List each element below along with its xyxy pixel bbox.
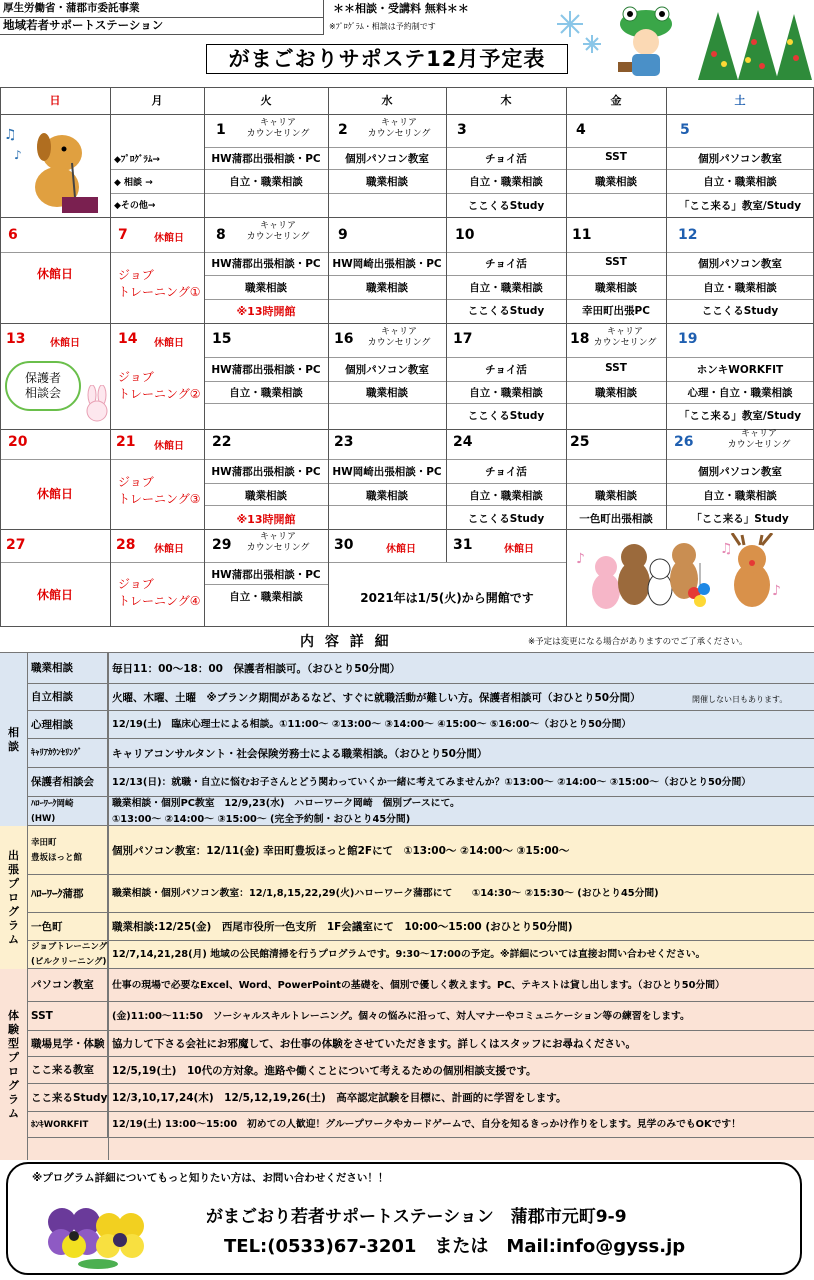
date-28: 28 (116, 537, 136, 553)
svg-text:♪: ♪ (772, 583, 781, 599)
date-22: 22 (212, 434, 232, 450)
day-header-thu: 木 (500, 94, 512, 107)
event: ここくるStudy (467, 200, 545, 212)
free-note: ＊＊相談・受講料 無料＊＊ (333, 2, 469, 15)
header-illustration (548, 2, 814, 87)
event: HW蒲郡出張相談・PC (211, 569, 321, 581)
other-row-label: ◆その他→ (114, 201, 156, 211)
date-11: 11 (572, 227, 592, 243)
date-4: 4 (576, 122, 586, 138)
grid-line (110, 87, 111, 627)
svg-text:♪: ♪ (576, 551, 585, 567)
event: ここくるStudy (467, 305, 545, 317)
event: 心理・自立・職業相談 (687, 387, 793, 399)
closed-day: 休館日 (36, 487, 73, 501)
grid-line (0, 529, 814, 530)
detail-text: キャリアコンサルタント・社会保険労務士による職業相談。（おひとり50分間） (112, 747, 488, 760)
detail-label: ﾎﾝｷWORKFIT (28, 1112, 108, 1138)
details-note: ※予定は変更になる場合がありますのでご了承ください。 (528, 637, 748, 647)
grid-line (204, 505, 814, 506)
job-training-4: ジョブ トレーニング④ (118, 577, 201, 608)
detail-label: ここ来る教室 (28, 1057, 108, 1084)
date-5: 5 (680, 122, 690, 138)
grid-line (204, 584, 328, 585)
grid-line (566, 87, 567, 627)
grid-line (0, 252, 814, 253)
detail-text: 協力して下さる会社にお邪魔して、お仕事の体験をさせていただきます。詳しくはスタッフにお尋ねください。 (112, 1038, 636, 1050)
career-label: キャリア カウンセリング (727, 429, 791, 450)
event: HW蒲郡出張相談・PC (211, 466, 321, 478)
career-label: キャリア カウンセリング (367, 118, 431, 139)
svg-text:♪: ♪ (14, 148, 22, 162)
date-27: 27 (6, 537, 26, 553)
detail-label: SST (28, 1002, 108, 1031)
event: 職業相談 (595, 490, 637, 502)
detail-text: 12/7,14,21,28(月) 地域の公民館清掃を行うプログラムです。9:30～17:00の予定。※詳細については直接お問い合わせください。 (112, 949, 706, 960)
detail-label: 自立相談 (28, 684, 108, 711)
date-15: 15 (212, 331, 232, 347)
closed-tag: 休館日 (154, 441, 184, 452)
grid-line (0, 429, 814, 430)
closed-tag: 休館日 (154, 544, 184, 555)
event: 自立・職業相談 (469, 490, 543, 502)
event: 職業相談 (366, 490, 408, 502)
detail-label: ﾊﾛｰﾜｰｸ蒲郡 (28, 875, 108, 913)
event: 自立・職業相談 (703, 490, 777, 502)
job-training-2: ジョブ トレーニング② (118, 370, 201, 401)
detail-text: 仕事の現場で必要なExcel、Word、PowerPointの基礎を、個別で優しく教えます。PC、テキストは貸し出します。（おひとり50分間） (112, 979, 725, 991)
closed-day: 休館日 (36, 267, 73, 281)
detail-label: 一色町 (28, 913, 108, 941)
date-6: 6 (8, 227, 18, 243)
detail-label: ここ来るStudy (28, 1084, 108, 1112)
date-21: 21 (116, 434, 136, 450)
footer-note: ※プログラム詳細についてもっと知りたい方は、お問い合わせください！！ (32, 1172, 389, 1184)
event: ホンキWORKFIT (696, 364, 784, 376)
career-label: キャリア カウンセリング (593, 327, 657, 348)
detail-text: 職業相談:12/25(金) 西尾市役所一色支所 1F会議室にて 10:00～15:00 (おひとり50分間) (112, 921, 573, 933)
detail-text: (金)11:00～11:50 ソーシャルスキルトレーニング。個々の悩みに沿って、対人マナーやコミュニケーション等の練習をします。 (112, 1010, 690, 1022)
header (0, 0, 814, 87)
grid-line (446, 529, 447, 562)
day-header-wed: 水 (381, 94, 393, 107)
group-outreach: 出 張 プ ロ グ ラ ム (0, 826, 28, 969)
date-10: 10 (455, 227, 475, 243)
grid-line (0, 323, 814, 324)
detail-label: 保護者相談会 (28, 768, 108, 797)
event: 職業相談 (595, 282, 637, 294)
event: 職業相談 (366, 282, 408, 294)
event: HW蒲郡出張相談・PC (211, 364, 321, 376)
grid-line (204, 299, 814, 300)
event: 個別パソコン教室 (698, 258, 782, 270)
open-13-note: ※13時開館 (236, 305, 296, 318)
detail-label: 心理相談 (28, 711, 108, 739)
details-header (0, 627, 814, 653)
date-29: 29 (212, 537, 232, 553)
date-23: 23 (334, 434, 354, 450)
detail-text: 12/19(土) 臨床心理士による相談。①11:00～ ②13:00～ ③14:00～ ④15:00～ ⑤16:00～（おひとり50分間） (112, 719, 632, 730)
event: ここくるStudy (467, 513, 545, 525)
detail-text: 職業相談・個別PC教室 12/9,23(水) ハローワーク岡崎 個別ブースにて。 ①13:00～ ②14:00～ ③15:00～ (完全予約制・おひとり45分間) (112, 797, 460, 825)
event: 職業相談 (595, 387, 637, 399)
career-label: キャリア カウンセリング (246, 532, 310, 553)
event: HW岡崎出張相談・PC (332, 466, 442, 478)
event: チョイ活 (485, 153, 527, 165)
detail-label: 幸田町 豊坂ほっと館 (28, 826, 108, 875)
detail-text: 毎日11：00～18：00 保護者相談可。（おひとり50分間） (112, 662, 401, 675)
grid-line (204, 381, 814, 382)
grid-line (0, 114, 814, 115)
date-20: 20 (8, 434, 28, 450)
grid-line (204, 275, 814, 276)
event: HW蒲郡出張相談・PC (211, 258, 321, 270)
date-14: 14 (118, 331, 138, 347)
date-17: 17 (453, 331, 473, 347)
pansy-flowers-icon (40, 1194, 150, 1270)
event: 幸田町出張PC (582, 305, 650, 317)
event: SST (605, 256, 627, 268)
detail-text: 個別パソコン教室：12/11(金) 幸田町豊坂ほっと館2Fにて ①13:00～ ②14:00～ ③15:00～ (112, 844, 570, 857)
event: 自立・職業相談 (469, 282, 543, 294)
detail-text: 12/3,10,17,24(木) 12/5,12,19,26(土) 高卒認定試験を目標に、計画的に学習をします。 (112, 1092, 567, 1104)
date-26: 26 (674, 434, 694, 450)
job-training-3: ジョブ トレーニング③ (118, 475, 201, 506)
event: 自立・職業相談 (703, 282, 777, 294)
event: 職業相談 (366, 387, 408, 399)
event: 自立・職業相談 (229, 591, 303, 603)
event: HW岡崎出張相談・PC (332, 258, 442, 270)
group-consult: 相 談 (0, 653, 28, 826)
event: チョイ活 (485, 364, 527, 376)
event: ここくるStudy (701, 305, 779, 317)
parents-meeting-label: 保護者 相談会 (24, 371, 61, 400)
career-label: キャリア カウンセリング (246, 221, 310, 242)
detail-text: 火曜、木曜、土曜 ※ブランク期間があるなど、すぐに就職活動が難しい方。保護者相談可（おひとり50分間） (112, 691, 641, 704)
event: 「ここ来る」Study (691, 513, 789, 525)
day-header-mon: 月 (151, 94, 163, 107)
event: 「ここ来る」教室/Study (678, 200, 802, 212)
date-13: 13 (6, 331, 26, 347)
day-header-fri: 金 (610, 94, 622, 107)
event: SST (605, 362, 627, 374)
event: 職業相談 (595, 176, 637, 188)
detail-label: ジョブトレーニング (ビルクリーニング) (28, 941, 108, 969)
event: 一色町出張相談 (579, 513, 653, 525)
detail-text: 12/5,19(土) 10代の方対象。進路や働くことについて考えるための個別相談支援です。 (112, 1064, 537, 1077)
grid-line (204, 87, 205, 627)
page-title: がまごおりサポステ12月予定表 (206, 44, 568, 74)
date-7: 7 (118, 227, 128, 243)
calendar (0, 87, 814, 627)
event: 自立・職業相談 (229, 387, 303, 399)
closed-day: 休館日 (36, 588, 73, 602)
date-9: 9 (338, 227, 348, 243)
day-header-sun: 日 (49, 94, 61, 107)
grid-line (110, 193, 814, 194)
date-18: 18 (570, 331, 590, 347)
closed-tag: 休館日 (504, 544, 534, 555)
grid-line (204, 357, 814, 358)
details-section (0, 627, 814, 1160)
date-1: 1 (216, 122, 226, 138)
detail-label: パソコン教室 (28, 969, 108, 1002)
reserve-note: ※ﾌﾟﾛｸﾞﾗﾑ・相談は予約制です (329, 22, 436, 31)
grid-line (0, 217, 814, 218)
day-header-sat: 土 (734, 94, 746, 107)
details-title: 内 容 詳 細 (300, 634, 392, 650)
consult-row-label: ◆ 相談 → (114, 178, 153, 188)
career-label: キャリア カウンセリング (246, 118, 310, 139)
grid-line (328, 87, 329, 627)
detail-label: ｷｬﾘｱｶｳﾝｾﾘﾝｸﾞ (28, 739, 108, 768)
grid-line (110, 169, 814, 170)
closed-tag: 休館日 (386, 544, 416, 555)
closed-tag: 休館日 (50, 338, 80, 349)
date-8: 8 (216, 227, 226, 243)
event: 自立・職業相談 (469, 387, 543, 399)
open-13-note: ※13時開館 (236, 513, 296, 526)
event: 個別パソコン教室 (698, 153, 782, 165)
footer (6, 1162, 802, 1275)
detail-label: 職業相談 (28, 653, 108, 684)
footer-organization: がまごおり若者サポートステーション 蒲郡市元町9-9 (206, 1207, 627, 1227)
date-16: 16 (334, 331, 354, 347)
event: 自立・職業相談 (703, 176, 777, 188)
job-training-1: ジョブ トレーニング① (118, 268, 201, 299)
detail-label: ﾊﾛｰﾜｰｸ岡崎 (HW) (28, 797, 108, 826)
group-experience: 体 験 型 プ ロ グ ラ ム (0, 969, 28, 1160)
singing-dog-illustration (2, 119, 106, 215)
program-row-label: ◆ﾌﾟﾛｸﾞﾗﾑ→ (114, 155, 160, 165)
grid-line (204, 403, 814, 404)
event: ここくるStudy (467, 410, 545, 422)
detail-text: 職業相談・個別パソコン教室：12/1,8,15,22,29(火)ハローワーク蒲郡にて ①14:30～ ②15:30～ (おひとり45分間) (112, 888, 659, 899)
date-3: 3 (457, 122, 467, 138)
reopen-notice: 2021年は1/5(火)から開館です (360, 591, 534, 605)
svg-text:♫: ♫ (720, 541, 733, 557)
career-label: キャリア カウンセリング (367, 327, 431, 348)
date-12: 12 (678, 227, 698, 243)
grid-line (0, 562, 566, 563)
detail-text: 12/19(土) 13:00～15:00 初めての人歓迎！グループワークやカードゲームで、自分を知るきっかけ作りをします。見学のみでもOKです！ (112, 1119, 741, 1130)
svg-text:♫: ♫ (4, 127, 17, 143)
footer-contact: TEL:(0533)67-3201 または Mail:info@gyss.jp (224, 1236, 686, 1257)
date-30: 30 (334, 537, 354, 553)
animals-dancing-illustration (572, 533, 812, 623)
date-25: 25 (570, 434, 590, 450)
event: 個別パソコン教室 (345, 153, 429, 165)
event: 個別パソコン教室 (345, 364, 429, 376)
detail-text: 12/13(日)：就職・自立に悩むお子さんとどう関わっていくか一緒に考えてみませんか？①13:00～ ②14:00～ ③15:00～（おひとり50分間） (112, 776, 752, 788)
date-19: 19 (678, 331, 698, 347)
event: チョイ活 (485, 258, 527, 270)
grid-line (204, 483, 814, 484)
date-24: 24 (453, 434, 473, 450)
day-header-tue: 火 (260, 94, 272, 107)
grid-line (0, 87, 1, 627)
closed-tag: 休館日 (154, 338, 184, 349)
station-text: 地域若者サポートステーション (3, 18, 164, 32)
grid-line (0, 459, 814, 460)
closed-tag: 休館日 (154, 233, 184, 244)
event: チョイ活 (485, 466, 527, 478)
rabbit-icon (82, 385, 112, 423)
detail-label: 職場見学・体験 (28, 1031, 108, 1057)
detail-extra-note: 開催しない日もあります。 (692, 695, 788, 704)
date-31: 31 (453, 537, 473, 553)
date-2: 2 (338, 122, 348, 138)
event: SST (605, 151, 627, 163)
event: 職業相談 (245, 282, 287, 294)
grid-line (204, 147, 814, 148)
event: 「ここ来る」教室/Study (678, 410, 802, 422)
event: 職業相談 (245, 490, 287, 502)
ministry-text: 厚生労働省・蒲郡市委託事業 (3, 2, 140, 14)
event: 職業相談 (366, 176, 408, 188)
event: 自立・職業相談 (469, 176, 543, 188)
event: HW蒲郡出張相談・PC (211, 153, 321, 165)
event: 自立・職業相談 (229, 176, 303, 188)
event: 個別パソコン教室 (698, 466, 782, 478)
